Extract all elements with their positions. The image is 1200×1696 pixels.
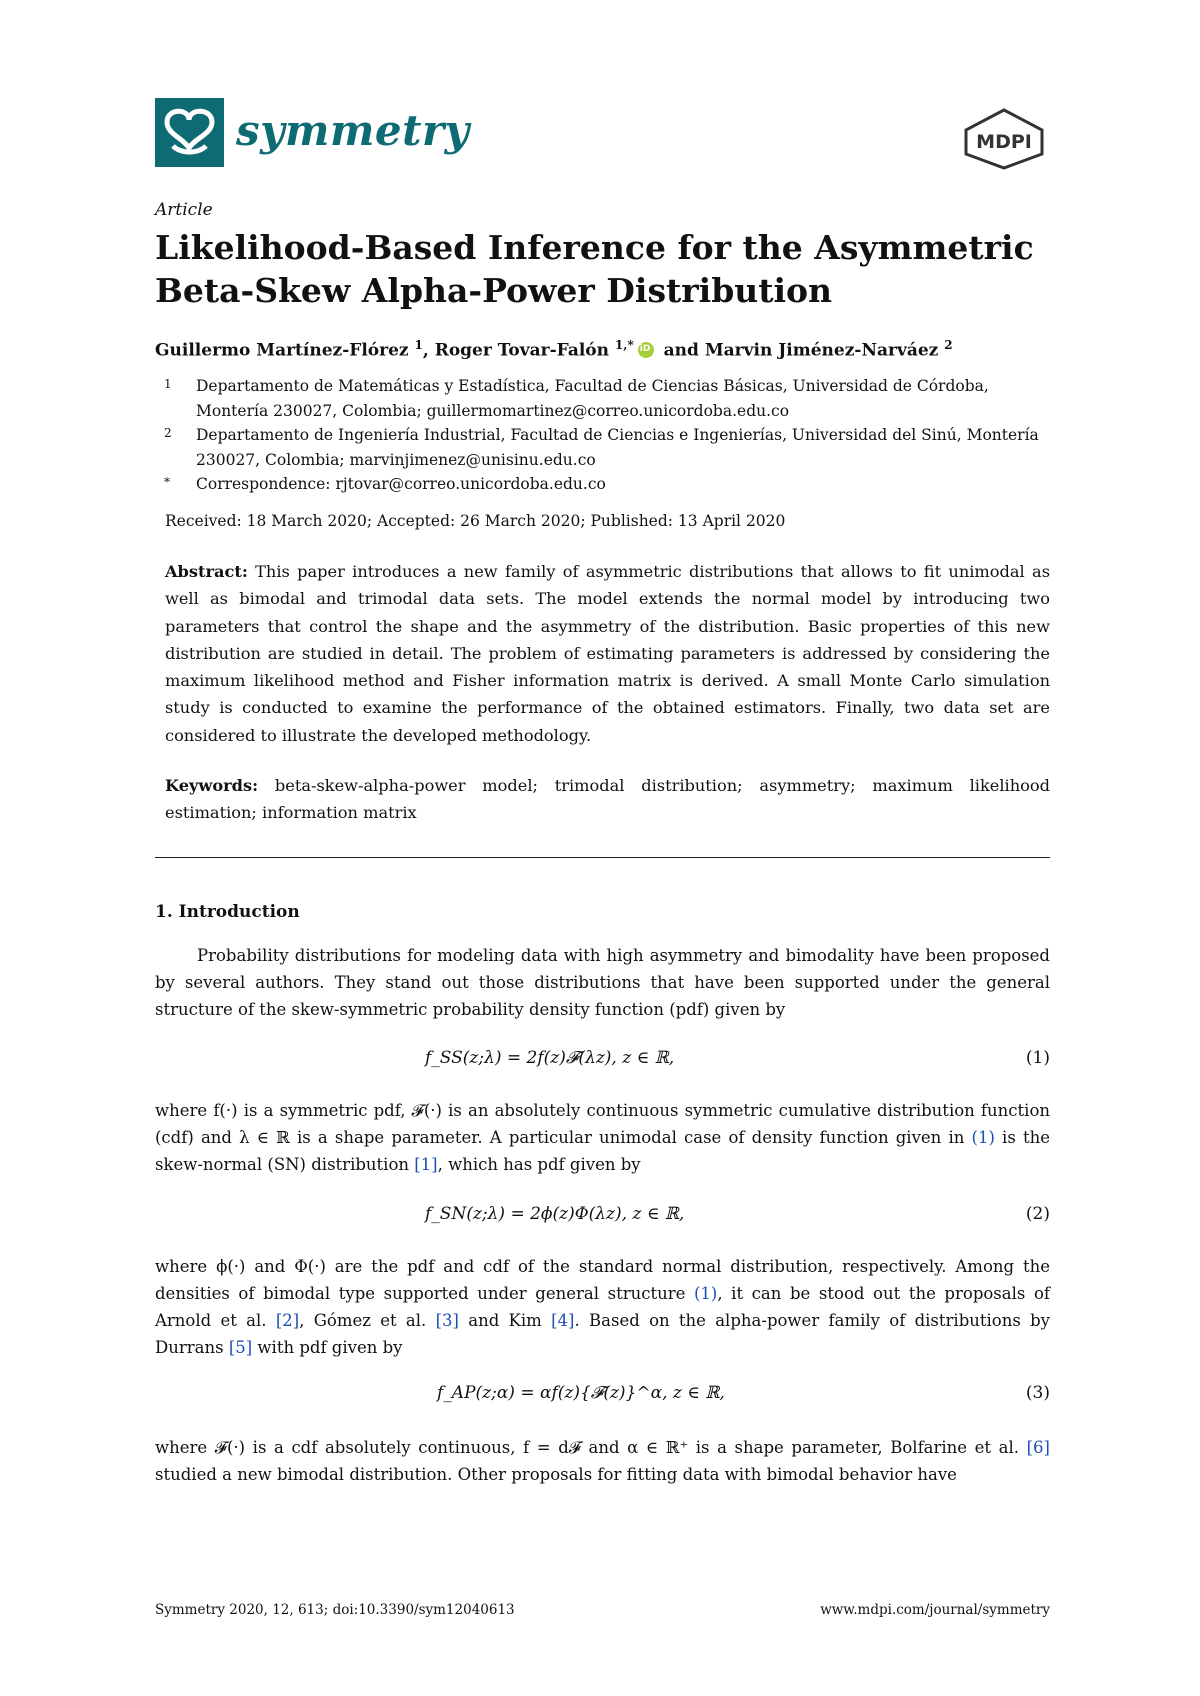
- citation-link[interactable]: [5]: [228, 1338, 253, 1357]
- author-name: Roger Tovar-Falón: [434, 340, 609, 361]
- footer-url[interactable]: www.mdpi.com/journal/symmetry: [820, 1602, 1050, 1618]
- author-name: Guillermo Martínez-Flórez: [155, 340, 409, 361]
- mdpi-logo-icon: [962, 108, 1046, 170]
- equation-link[interactable]: (1): [693, 1284, 718, 1303]
- affiliation-item: * Correspondence: rjtovar@correo.unicordoba.edu.co: [164, 475, 606, 493]
- article-type: Article: [155, 200, 213, 220]
- paragraph: where 𝓕(·) is a cdf absolutely continuous, f = d𝓕 and α ∈ ℝ⁺ is a shape parameter, Bolfarine et al. [6] studied a new bimodal distribution. Other proposals for fitting data with bimodal behavior have: [155, 1438, 1050, 1484]
- paragraph: where f(·) is a symmetric pdf, 𝓕(·) is an absolutely continuous symmetric cumulative distribution function (cdf) and λ ∈ ℝ is a shape parameter. A particular unimodal case of density function given in (1) is the skew-normal (SN) distribution [1], which has pdf given by: [155, 1101, 1050, 1174]
- abstract: Abstract: This paper introduces a new family of asymmetric distributions that allows to fit unimodal as well as bimodal and trimodal data sets. The model extends the normal model by introducing two parameters that control the shape and the asymmetry of the distribution. Basic properties of this new distribution are studied in detail. The problem of estimating parameters is addressed by considering the maximum likelihood method and Fisher information matrix is derived. A small Monte Carlo simulation study is conducted to examine the performance of the obtained estimators. Finally, two data set are considered to illustrate the developed methodology.: [165, 562, 1050, 745]
- citation-link[interactable]: [3]: [435, 1311, 459, 1330]
- symmetry-logo-icon: [155, 98, 224, 167]
- paragraph: Probability distributions for modeling data with high asymmetry and bimodality have been proposed by several authors. They stand out those distributions that have been supported under the general structure of the skew-symmetric probability density function (pdf) given by: [155, 946, 1050, 1019]
- citation-link[interactable]: [2]: [275, 1311, 300, 1330]
- affiliation-item: 1 Departamento de Matemáticas y Estadística, Facultad de Ciencias Básicas, Universidad de Córdoba, Montería 230027, Colombia; guillermomartinez@correo.unicordoba.edu.co: [164, 377, 989, 420]
- citation-link[interactable]: [4]: [551, 1311, 575, 1330]
- journal-name: symmetry: [236, 106, 470, 155]
- citation-link[interactable]: [6]: [1026, 1438, 1050, 1457]
- affiliation-item: 2 Departamento de Ingeniería Industrial, Facultad de Ciencias e Ingenierías, Universidad del Sinú, Montería 230027, Colombia; marvinjimenez@unisinu.edu.co: [164, 426, 1039, 469]
- affiliation-list: [160, 374, 1060, 497]
- publication-dates: Received: 18 March 2020; Accepted: 26 March 2020; Published: 13 April 2020: [165, 512, 786, 530]
- section-heading: 1. Introduction: [155, 902, 300, 922]
- footer-citation: Symmetry 2020, 12, 613; doi:10.3390/sym12040613: [155, 1602, 515, 1618]
- paragraph: where ϕ(·) and Φ(·) are the pdf and cdf of the standard normal distribution, respectively. Among the densities of bimodal type supported under general structure (1), it can be stood out the proposals of Arnold et al. [2], Gómez et al. [3] and Kim [4]. Based on the alpha-power family of distributions by Durrans [5] with pdf given by: [155, 1257, 1050, 1357]
- section-divider: [155, 857, 1050, 858]
- equation-link[interactable]: (1): [971, 1128, 995, 1147]
- paper-title: Likelihood-Based Inference for the Asymmetric Beta-Skew Alpha-Power Distribution: [155, 228, 1034, 310]
- citation-link[interactable]: [1]: [414, 1155, 438, 1174]
- publisher-name: MDPI: [976, 131, 1032, 153]
- orcid-icon[interactable]: [638, 342, 654, 358]
- author-list: Guillermo Martínez-Flórez $^1$, Roger Tovar-Falón $^{1,*}$iD and Marvin Jiménez-Narváez $^2$: [155, 338, 953, 361]
- keywords: Keywords: beta-skew-alpha-power model; trimodal distribution; asymmetry; maximum likelihood estimation; information matrix: [165, 776, 1050, 823]
- author-name: Marvin Jiménez-Narváez: [704, 340, 939, 361]
- page: symmetry MDPI Article Likelihood-Based Inference for the Asymmetric Beta-Skew Alpha-Power Distribution Guillermo Martínez-Flórez $^1$, Roger Tovar-Falón $^{1,*}$iD and Marvin Jiménez-Narváez $^2$ 1 Departamento de Matemáticas y Estadística, Facultad de Ciencias Básicas, Universidad de Córdoba, Montería 230027, Colombia; guillermomartinez@correo.unicordoba.edu.co 2 Departamento de Ingeniería Industrial, Facultad de Ciencias e Ingenierías, Universidad del Sinú, Montería 230027, Colombia; marvinjimenez@unisinu.edu.co * Correspondence: rjtovar@correo.unicordoba.edu.co Received: 18 March 2020; Accepted: 26 March 2020; Published: 13 April 2020 Abstract: This paper introduces a new family of asymmetric distributions that allows to fit unimodal as well as bimodal and trimodal data sets. The model extends the normal model by introducing two parameters that control the shape and the asymmetry of the distribution. Basic properties of this new distribution are studied in detail. The problem of estimating parameters is addressed by considering the maximum likelihood method and Fisher information matrix is derived. A small Monte Carlo simulation study is conducted to examine the performance of the obtained estimators. Finally, two data set are considered to illustrate the developed methodology. Keywords: beta-skew-alpha-power model; trimodal distribution; asymmetry; maximum likelihood estimation; information matrix 1. Introduction Probability distributions for modeling data with high asymmetry and bimodality have been proposed by several authors. They stand out those distributions that have been supported under the general structure of the skew-symmetric probability density function (pdf) given by f_SS(z;λ) = 2f(z)𝓕(λz), z ∈ ℝ, (1) where f(·) is a symmetric pdf, 𝓕(·) is an absolutely continuous symmetric cumulative distribution function (cdf) and λ ∈ ℝ is a shape parameter. A particular unimodal case of density function given in (1) is the skew-normal (SN) distribution [1], which has pdf given by f_SN(z;λ) = 2ϕ(z)Φ(λz), z ∈ ℝ, (2) where ϕ(·) and Φ(·) are the pdf and cdf of the standard normal distribution, respectively. Among the densities of bimodal type supported under general structure (1), it can be stood out the proposals of Arnold et al. [2], Gómez et al. [3] and Kim [4]. Based on the alpha-power family of distributions by Durrans [5] with pdf given by f_AP(z;α) = αf(z){𝓕(z)}^α, z ∈ ℝ, (3) where 𝓕(·) is a cdf absolutely continuous, f = d𝓕 and α ∈ ℝ⁺ is a shape parameter, Bolfarine et al. [6] studied a new bimodal distribution. Other proposals for fitting data with bimodal behavior have Symmetry 2020, 12, 613; doi:10.3390/sym12040613 www.mdpi.com/journal/symmetry: [0, 0, 1200, 1696]
